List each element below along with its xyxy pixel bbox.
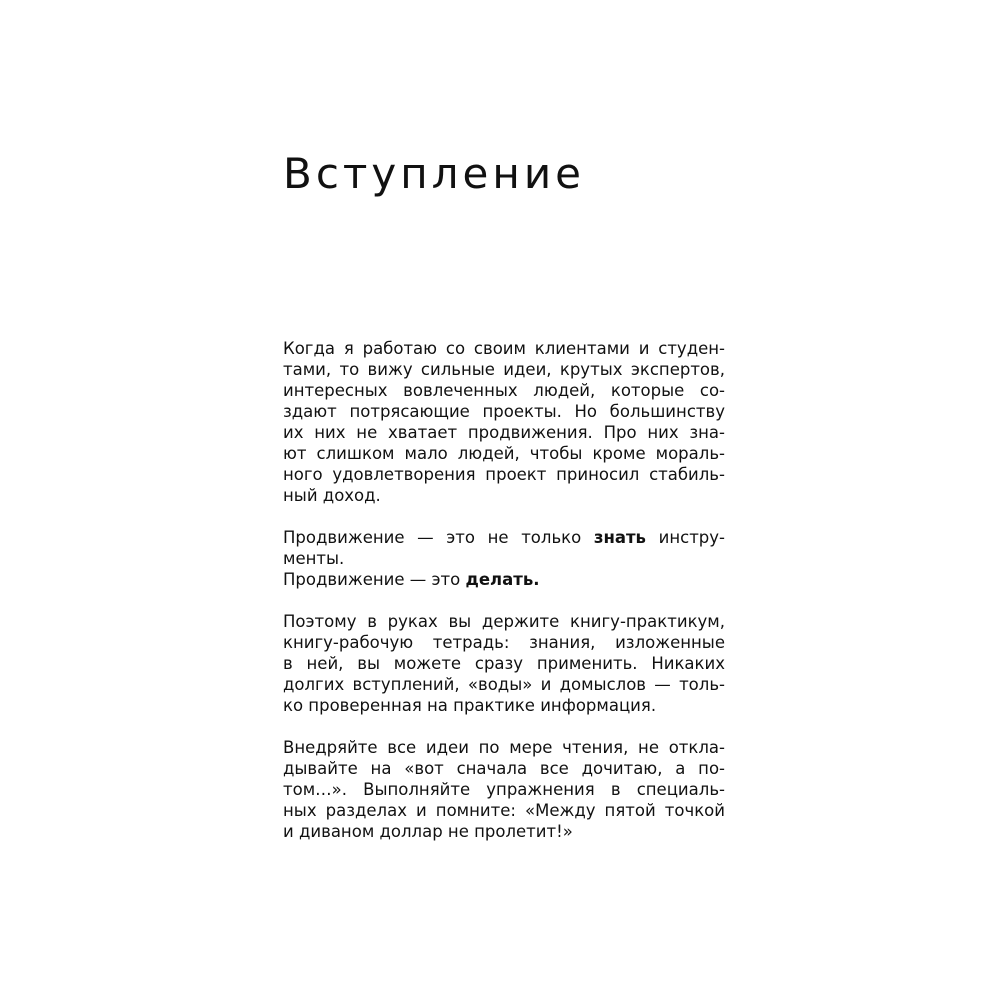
text-line: ют слишком мало людей, чтобы кроме мораль- [283,444,725,463]
bold-word-do: делать. [465,570,540,589]
paragraph-promotion [283,527,725,590]
text-line: ный доход. [283,486,381,505]
page-title: Вступление [283,149,585,198]
text-line: и диваном доллар не пролетит!» [283,822,573,841]
text-line: их них не хватает продвижения. Про них зна- [283,423,725,442]
text-line: Внедряйте все идеи по мере чтения, не откла- [283,738,725,757]
text-line: ных разделах и помните: «Между пятой точкой [283,801,725,820]
text-fragment: Продвижение — это не только [283,528,582,547]
text-line: менты. [283,549,345,568]
paragraph-intro [283,338,725,506]
text-line: тами, то вижу сильные идеи, крутых экспертов, [283,360,725,379]
text-line: Когда я работаю со своим клиентами и студен- [283,339,725,358]
body-text [283,338,725,842]
paragraph-advice [283,737,725,842]
text-line: том…». Выполняйте упражнения в специаль- [283,780,725,799]
text-line: ного удовлетворения проект приносил стабиль- [283,465,725,484]
paragraph-workbook [283,611,725,716]
text-line [283,527,725,548]
text-line: в ней, вы можете сразу применить. Никаких [283,654,725,673]
text-line: здают потрясающие проекты. Но большинству [283,402,725,421]
text-line: долгих вступлений, «воды» и домыслов — толь- [283,675,725,694]
text-line: дывайте на «вот сначала все дочитаю, а по- [283,759,725,778]
text-line: ко проверенная на практике информация. [283,696,657,715]
text-line [283,569,725,590]
text-line: книгу-рабочую тетрадь: знания, изложенные [283,633,725,652]
bold-word-know: знать [593,528,646,547]
text-line: Поэтому в руках вы держите книгу-практикум, [283,612,725,631]
text-fragment: инстру- [658,528,725,547]
text-fragment: Продвижение — это [283,570,461,589]
text-line: интересных вовлеченных людей, которые со- [283,381,725,400]
